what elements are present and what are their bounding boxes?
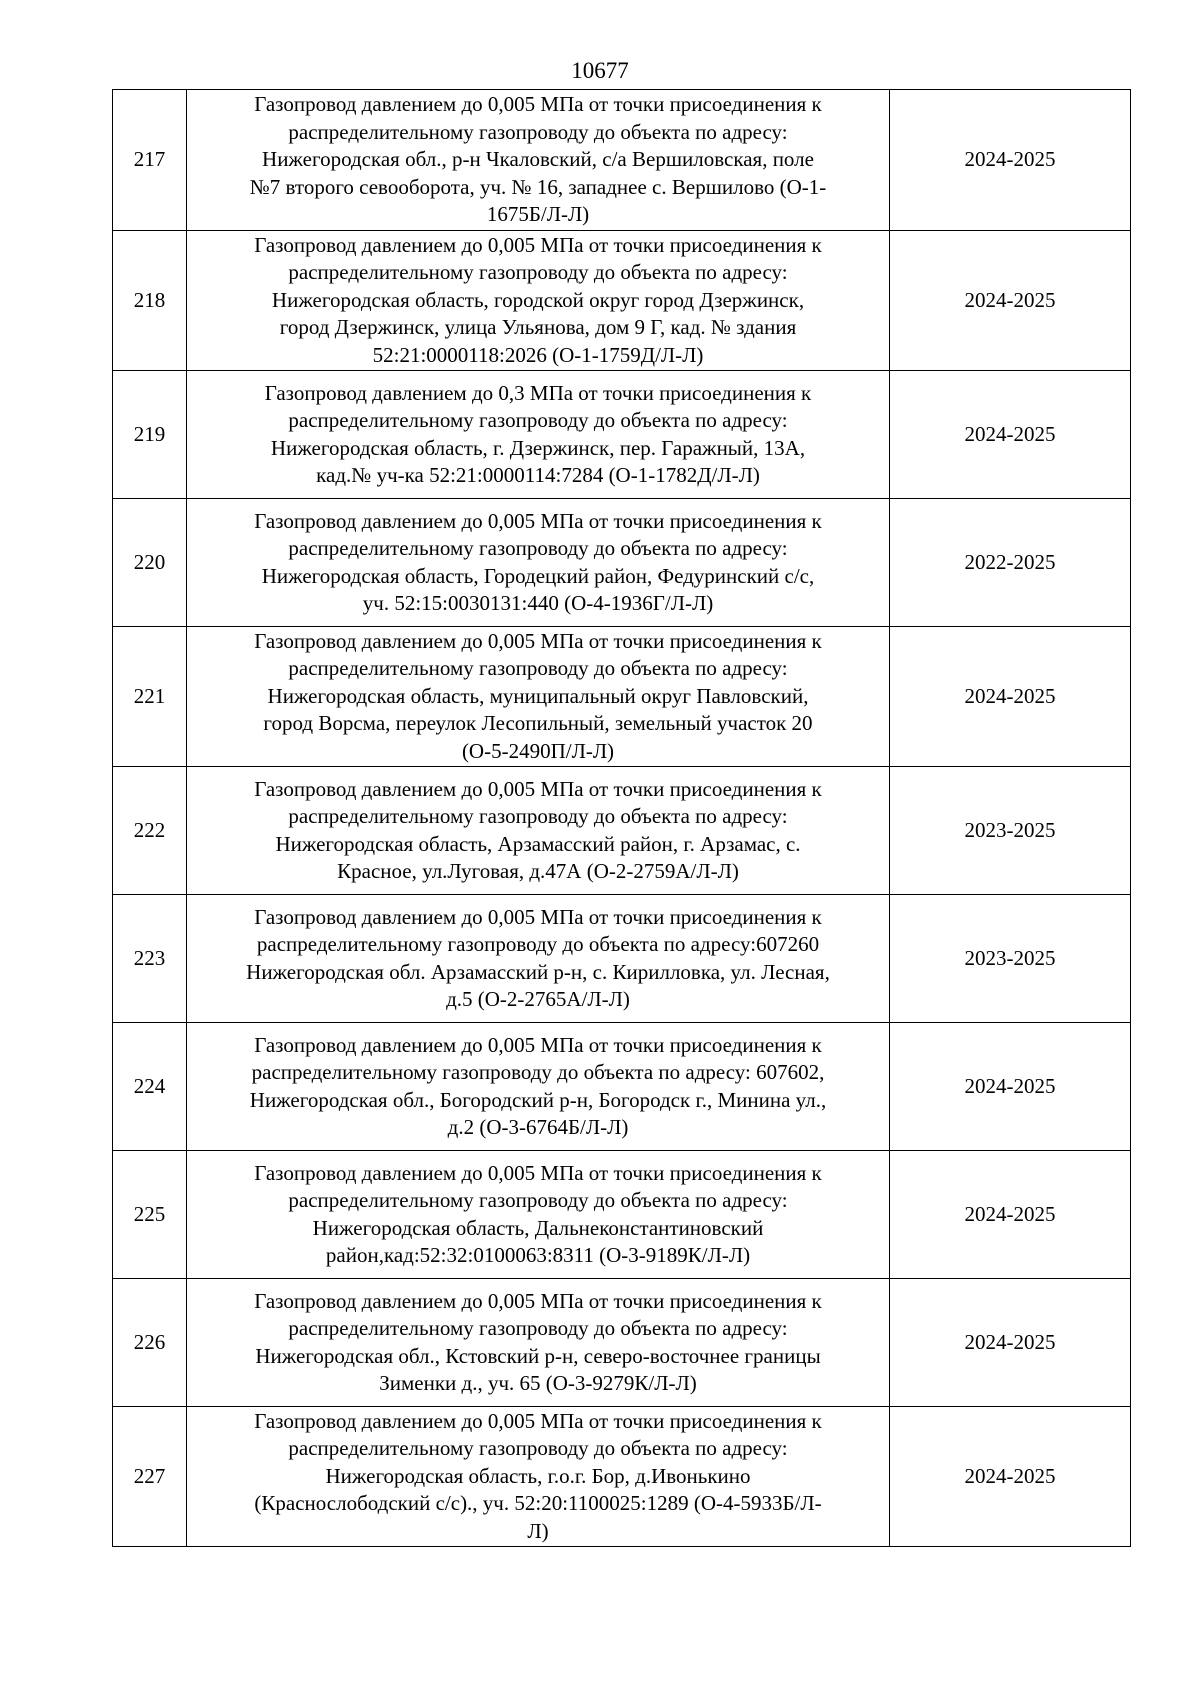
description-line: уч. 52:15:0030131:440 (О-4-1936Г/Л-Л) — [362, 591, 714, 615]
object-description — [187, 767, 890, 895]
row-number: 217 — [113, 90, 187, 231]
table-row — [113, 371, 1131, 499]
description-line: распределительному газопроводу до объекта по адресу: — [288, 536, 788, 560]
row-number: 222 — [113, 767, 187, 895]
description-line: 1675Б/Л-Л) — [486, 202, 590, 227]
construction-period: 2024-2025 — [890, 231, 1131, 371]
description-line: распределительному газопроводу до объекта по адресу: 607602, — [251, 1060, 825, 1084]
description-line: Газопровод давлением до 0,005 МПа от точки присоединения к — [254, 92, 822, 117]
object-description — [187, 1023, 890, 1151]
description-line: Газопровод давлением до 0,3 МПа от точки присоединения к — [264, 380, 812, 405]
description-line: (Краснослободский с/с)., уч. 52:20:1100025:1289 (О-4-5933Б/Л- — [254, 1491, 822, 1516]
description-line: д.2 (О-3-6764Б/Л-Л) — [447, 1115, 629, 1139]
object-description — [187, 895, 890, 1023]
object-description — [187, 1279, 890, 1407]
table-row — [113, 231, 1131, 371]
description-line: д.5 (О-2-2765А/Л-Л) — [446, 987, 630, 1011]
description-line: Нижегородская обл. Арзамасский р-н, с. Кирилловка, ул. Лесная, — [246, 959, 830, 984]
construction-period: 2024-2025 — [890, 1023, 1131, 1151]
description-line: Нижегородская обл., Кстовский р-н, северо-восточнее границы — [255, 1343, 821, 1368]
description-line: город Ворсма, переулок Лесопильный, земельный участок 20 — [263, 711, 813, 736]
table-row — [113, 767, 1131, 895]
description-line: Газопровод давлением до 0,005 МПа от точки присоединения к — [254, 904, 822, 929]
object-description — [187, 1151, 890, 1279]
description-line: распределительному газопроводу до объекта по адресу: — [288, 656, 788, 681]
row-number: 227 — [113, 1407, 187, 1547]
description-line: город Дзержинск, улица Ульянова, дом 9 Г, кад. № здания — [279, 315, 797, 340]
row-number: 218 — [113, 231, 187, 371]
table-row — [113, 1407, 1131, 1547]
description-line: распределительному газопроводу до объекта по адресу: — [288, 1436, 788, 1461]
row-number: 226 — [113, 1279, 187, 1407]
table-row — [113, 1279, 1131, 1407]
description-line: №7 второго севооборота, уч. № 16, западнее с. Вершилово (О-1- — [249, 174, 827, 199]
row-number: 221 — [113, 627, 187, 767]
construction-period: 2024-2025 — [890, 90, 1131, 231]
description-line: Нижегородская область, Арзамасский район, г. Арзамас, с. — [275, 831, 801, 856]
description-line: (О-5-2490П/Л-Л) — [461, 738, 615, 763]
description-line: Нижегородская область, муниципальный округ Павловский, — [267, 683, 809, 708]
description-line: Газопровод давлением до 0,005 МПа от точки присоединения к — [254, 1408, 822, 1433]
description-line: Л) — [527, 1518, 549, 1543]
description-line: 52:21:0000118:2026 (О-1-1759Д/Л-Л) — [372, 342, 704, 367]
description-line: Нижегородская область, городской округ город Дзержинск, — [271, 287, 805, 312]
description-line: Нижегородская обл., р-н Чкаловский, с/а Вершиловская, поле — [262, 147, 814, 172]
description-line: Газопровод давлением до 0,005 МПа от точки присоединения к — [254, 232, 822, 257]
object-description — [187, 371, 890, 499]
construction-period: 2024-2025 — [890, 1407, 1131, 1547]
row-number: 224 — [113, 1023, 187, 1151]
description-line: Газопровод давлением до 0,005 МПа от точки присоединения к — [254, 508, 822, 533]
construction-period: 2022-2025 — [890, 499, 1131, 627]
row-number: 220 — [113, 499, 187, 627]
description-line: распределительному газопроводу до объекта по адресу:607260 — [256, 932, 820, 956]
description-line: распределительному газопроводу до объекта по адресу: — [288, 1188, 788, 1212]
object-description — [187, 90, 890, 231]
description-line: распределительному газопроводу до объекта по адресу: — [288, 260, 788, 285]
description-line: распределительному газопроводу до объекта по адресу: — [288, 804, 788, 828]
construction-period: 2024-2025 — [890, 371, 1131, 499]
table-row — [113, 627, 1131, 767]
description-line: район,кад:52:32:0100063:8311 (О-3-9189К/Л-Л) — [325, 1243, 751, 1267]
description-line: Газопровод давлением до 0,005 МПа от точки присоединения к — [254, 1160, 822, 1185]
row-number: 219 — [113, 371, 187, 499]
object-description — [187, 1407, 890, 1547]
description-line: Нижегородская область, Городецкий район, Федуринский с/с, — [261, 563, 815, 588]
page-number: 10677 — [571, 58, 629, 83]
description-line: Нижегородская область, Дальнеконстантиновский — [312, 1215, 764, 1240]
description-line: Нижегородская область, г. Дзержинск, пер. Гаражный, 13А, — [270, 435, 806, 460]
construction-period: 2023-2025 — [890, 767, 1131, 895]
description-line: Нижегородская обл., Богородский р-н, Богородск г., Минина ул., — [249, 1087, 827, 1112]
description-line: Газопровод давлением до 0,005 МПа от точки присоединения к — [254, 776, 822, 801]
description-line: Газопровод давлением до 0,005 МПа от точки присоединения к — [254, 1288, 822, 1313]
construction-period: 2024-2025 — [890, 1151, 1131, 1279]
object-description — [187, 627, 890, 767]
object-description — [187, 499, 890, 627]
description-line: распределительному газопроводу до объекта по адресу: — [288, 408, 788, 432]
table-row — [113, 499, 1131, 627]
table-row — [113, 895, 1131, 1023]
row-number: 225 — [113, 1151, 187, 1279]
description-line: кад.№ уч-ка 52:21:0000114:7284 (О-1-1782Д/Л-Л) — [316, 463, 760, 487]
table-row — [113, 1023, 1131, 1151]
description-line: Газопровод давлением до 0,005 МПа от точки присоединения к — [254, 1032, 822, 1057]
construction-period: 2024-2025 — [890, 1279, 1131, 1407]
table-row — [113, 1151, 1131, 1279]
description-line: распределительному газопроводу до объекта по адресу: — [288, 1316, 788, 1340]
description-line: Нижегородская область, г.о.г. Бор, д.Ивонькино — [325, 1463, 751, 1488]
description-line: Газопровод давлением до 0,005 МПа от точки присоединения к — [254, 628, 822, 653]
table-row — [113, 90, 1131, 231]
description-line: распределительному газопроводу до объекта по адресу: — [288, 119, 788, 144]
description-line: Красное, ул.Луговая, д.47А (О-2-2759А/Л-Л) — [337, 859, 739, 883]
object-description — [187, 231, 890, 371]
construction-period: 2023-2025 — [890, 895, 1131, 1023]
row-number: 223 — [113, 895, 187, 1023]
table-body — [113, 90, 1131, 1547]
construction-period: 2024-2025 — [890, 627, 1131, 767]
description-line: Зименки д., уч. 65 (О-3-9279К/Л-Л) — [379, 1371, 697, 1395]
gas-pipeline-table — [112, 89, 1131, 1547]
